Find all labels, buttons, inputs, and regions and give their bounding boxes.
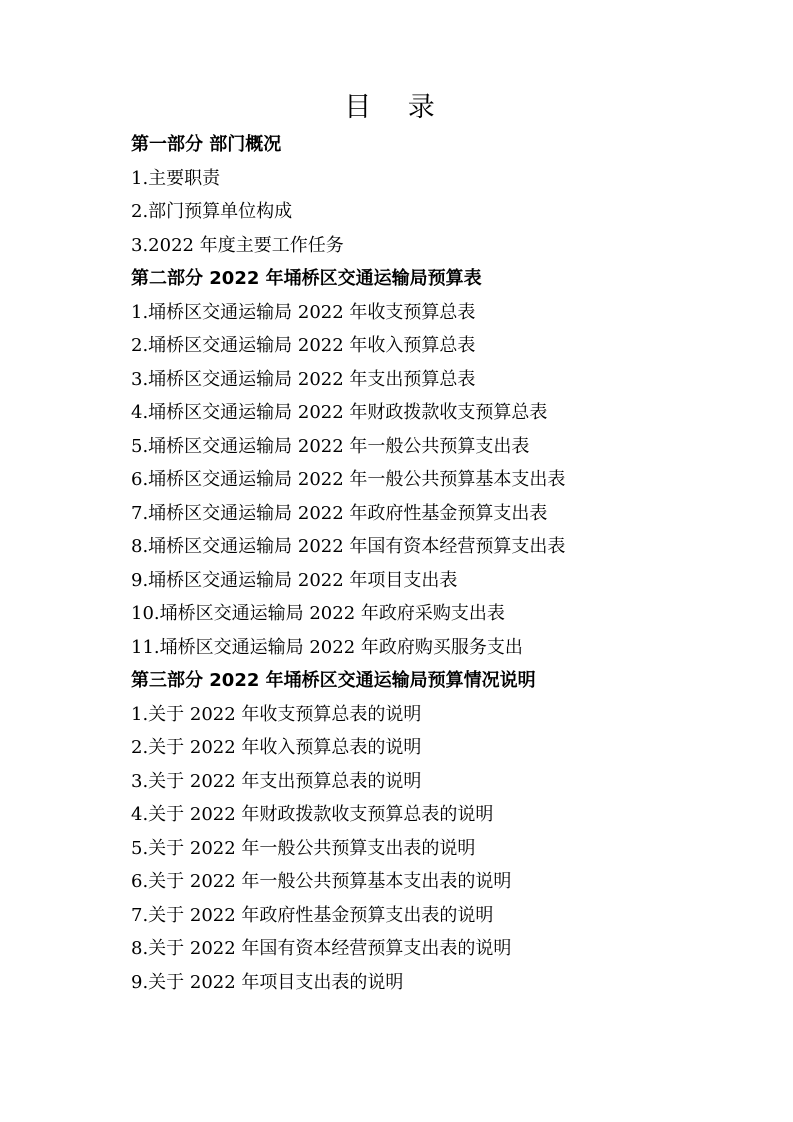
toc-item[interactable]: 5.埇桥区交通运输局 2022 年一般公共预算支出表 bbox=[131, 435, 530, 457]
toc-item[interactable]: 9.埇桥区交通运输局 2022 年项目支出表 bbox=[131, 569, 458, 591]
toc-item[interactable]: 3.关于 2022 年支出预算总表的说明 bbox=[131, 770, 422, 792]
table-of-contents bbox=[131, 128, 771, 999]
toc-section-part-3 bbox=[131, 664, 771, 999]
toc-item[interactable]: 1.埇桥区交通运输局 2022 年收支预算总表 bbox=[131, 301, 476, 323]
toc-item[interactable]: 8.埇桥区交通运输局 2022 年国有资本经营预算支出表 bbox=[131, 536, 566, 557]
toc-item[interactable]: 4.关于 2022 年财政拨款收支预算总表的说明 bbox=[131, 804, 494, 825]
toc-item[interactable]: 11.埇桥区交通运输局 2022 年政府购买服务支出 bbox=[131, 636, 523, 658]
toc-item[interactable]: 7.埇桥区交通运输局 2022 年政府性基金预算支出表 bbox=[131, 502, 548, 524]
section-heading[interactable]: 第三部分 2022 年埇桥区交通运输局预算情况说明 bbox=[131, 670, 536, 691]
section-heading[interactable]: 第一部分 部门概况 bbox=[131, 134, 282, 155]
toc-section-part-2 bbox=[131, 262, 771, 664]
toc-section-part-1 bbox=[131, 128, 771, 262]
section-heading[interactable]: 第二部分 2022 年埇桥区交通运输局预算表 bbox=[131, 268, 482, 289]
toc-item[interactable]: 6.埇桥区交通运输局 2022 年一般公共预算基本支出表 bbox=[131, 469, 566, 490]
toc-item[interactable]: 1.主要职责 bbox=[131, 167, 221, 189]
toc-item[interactable]: 2.部门预算单位构成 bbox=[131, 201, 293, 222]
toc-item[interactable]: 2.埇桥区交通运输局 2022 年收入预算总表 bbox=[131, 335, 476, 356]
toc-item[interactable]: 9.关于 2022 年项目支出表的说明 bbox=[131, 971, 404, 993]
toc-item[interactable]: 5.关于 2022 年一般公共预算支出表的说明 bbox=[131, 837, 476, 859]
toc-item[interactable]: 8.关于 2022 年国有资本经营预算支出表的说明 bbox=[131, 938, 512, 959]
toc-item[interactable]: 7.关于 2022 年政府性基金预算支出表的说明 bbox=[131, 904, 494, 926]
toc-item[interactable]: 3.2022 年度主要工作任务 bbox=[131, 234, 344, 256]
toc-item[interactable]: 2.关于 2022 年收入预算总表的说明 bbox=[131, 737, 422, 758]
toc-item[interactable]: 1.关于 2022 年收支预算总表的说明 bbox=[131, 703, 422, 725]
toc-item[interactable]: 6.关于 2022 年一般公共预算基本支出表的说明 bbox=[131, 871, 512, 892]
toc-item[interactable]: 3.埇桥区交通运输局 2022 年支出预算总表 bbox=[131, 368, 476, 390]
page-title: 目 录 bbox=[344, 92, 449, 123]
toc-item[interactable]: 4.埇桥区交通运输局 2022 年财政拨款收支预算总表 bbox=[131, 402, 548, 423]
toc-item[interactable]: 10.埇桥区交通运输局 2022 年政府采购支出表 bbox=[131, 603, 505, 624]
